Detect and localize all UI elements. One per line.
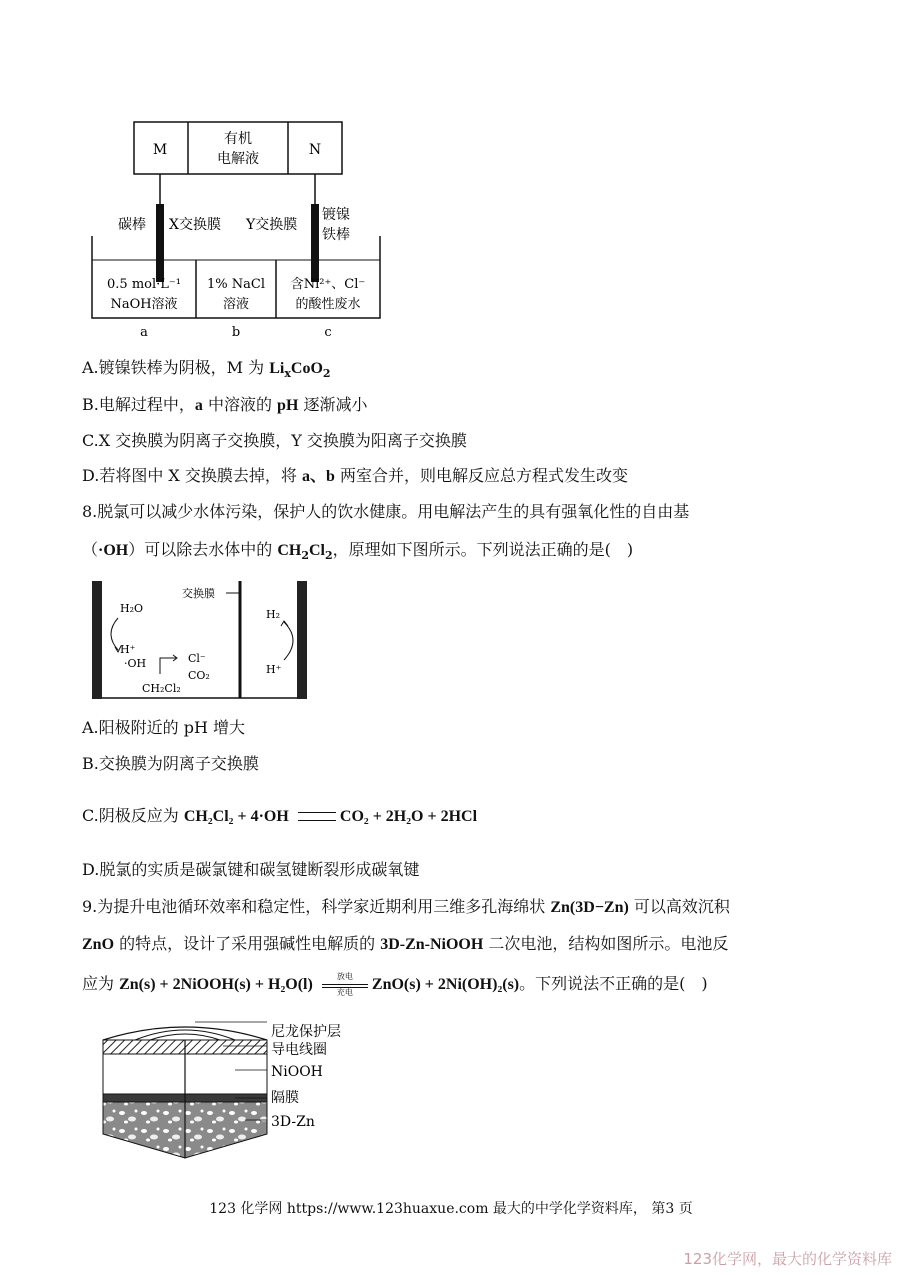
box-mid-label-1: 有机 [224, 131, 252, 147]
q9-stem-line3: 应为 Zn(s) + 2NiOOH(s) + H₂O(l) 放电 充电 ZnO(s) + 2Ni(OH)₂(s)。下列说法不正确的是( ) [82, 971, 708, 997]
figure-electrolysis-cell [90, 118, 390, 343]
page-footer: 123 化学网 https://www.123huaxue.com 最大的中学化学资料库， 第3 页 [209, 1201, 693, 1217]
niooh-label: NiOOH [271, 1064, 323, 1080]
q7-option-a: A.镀镍铁棒为阴极，M 为 $Li_xCoO_2$ [82, 358, 331, 380]
chamber-a-label: a [140, 325, 148, 340]
figure-dechlorination-cell [90, 578, 310, 702]
h2o-label: H₂O [120, 602, 144, 615]
chamber-a-line2: NaOH溶液 [110, 297, 178, 312]
q9-stem-line2: ZnO 的特点，设计了采用强碱性电解质的 3D-Zn-NiOOH 二次电池，结构如图所示。电池反 [82, 934, 729, 953]
chamber-c-line1: 含Ni²⁺、Cl⁻ [290, 277, 366, 292]
anode-plate [92, 581, 102, 699]
y-membrane-label: Y交换膜 [246, 217, 298, 233]
carbon-rod-label: 碳棒 [118, 217, 146, 233]
chamber-c-line2: 的酸性废水 [295, 297, 361, 312]
q7-option-c: C.X 交换膜为阴离子交换膜，Y 交换膜为阳离子交换膜 [82, 431, 467, 450]
carbon-rod [156, 204, 164, 282]
zn-3d-label: 3D-Zn [271, 1114, 315, 1130]
oh-radical-label: ·OH [124, 657, 147, 670]
nylon-layer-label: 尼龙保护层 [271, 1024, 341, 1040]
chamber-b-line2: 溶液 [222, 297, 250, 312]
box-m-label: M [152, 142, 168, 158]
chamber-a-line1: 0.5 mol·L⁻¹ [107, 277, 181, 292]
ni-iron-label-1: 镀镍 [322, 207, 350, 223]
watermark: 123化学网，最大的化学资料库 [683, 1250, 892, 1268]
ni-iron-label-2: 铁棒 [322, 227, 350, 243]
cathode-plate [297, 581, 307, 699]
q8-stem-line2: （·OH）可以除去水体中的 $CH_2Cl_2$，原理如下图所示。下列说法正确的是( ) [82, 540, 634, 562]
q8-option-d: D.脱氯的实质是碳氯键和碳氢键断裂形成碳氧键 [82, 860, 420, 879]
nickel-iron-rod [311, 204, 319, 282]
co2-label: CO₂ [188, 669, 210, 682]
x-membrane-label: X交换膜 [169, 217, 221, 233]
figure-battery-structure [95, 1018, 355, 1166]
chamber-c-label: c [324, 325, 332, 340]
cl-minus-label: Cl⁻ [188, 652, 206, 665]
q8-option-a: A.阳极附近的 pH 增大 [82, 718, 246, 737]
reversible-arrow: 放电 充电 [320, 975, 370, 995]
q8-stem-line1: 8.脱氯可以减少水体污染，保护人的饮水健康。用电解法产生的具有强氧化性的自由基 [82, 502, 690, 521]
q8-option-b: B.交换膜为阴离子交换膜 [82, 754, 259, 773]
conductive-coil-label: 导电线圈 [271, 1042, 327, 1058]
q7-option-b: B.电解过程中，a 中溶液的 pH 逐渐减小 [82, 395, 368, 414]
ch2cl2-label: CH₂Cl₂ [142, 682, 181, 695]
equals-sign [298, 812, 336, 821]
h2-label: H₂ [266, 608, 281, 621]
h-plus-left-label: H⁺ [120, 643, 136, 656]
box-n-label: N [308, 142, 322, 158]
membrane-label: 交换膜 [182, 587, 215, 600]
separator-label: 隔膜 [271, 1090, 299, 1106]
h-plus-right-label: H⁺ [266, 663, 282, 676]
box-mid-label-2: 电解液 [217, 151, 259, 167]
chamber-b-line1: 1% NaCl [207, 277, 265, 292]
q8-option-c: C.阴极反应为 CH₂Cl₂ + 4·OH CO₂ + 2H₂O + 2HCl [82, 806, 478, 825]
chamber-b-label: b [231, 325, 241, 340]
q7-option-d: D.若将图中 X 交换膜去掉，将 a、b 两室合并，则电解反应总方程式发生改变 [82, 466, 628, 485]
q9-stem-line1: 9.为提升电池循环效率和稳定性，科学家近期利用三维多孔海绵状 Zn(3D−Zn) 可以高效沉积 [82, 897, 730, 916]
